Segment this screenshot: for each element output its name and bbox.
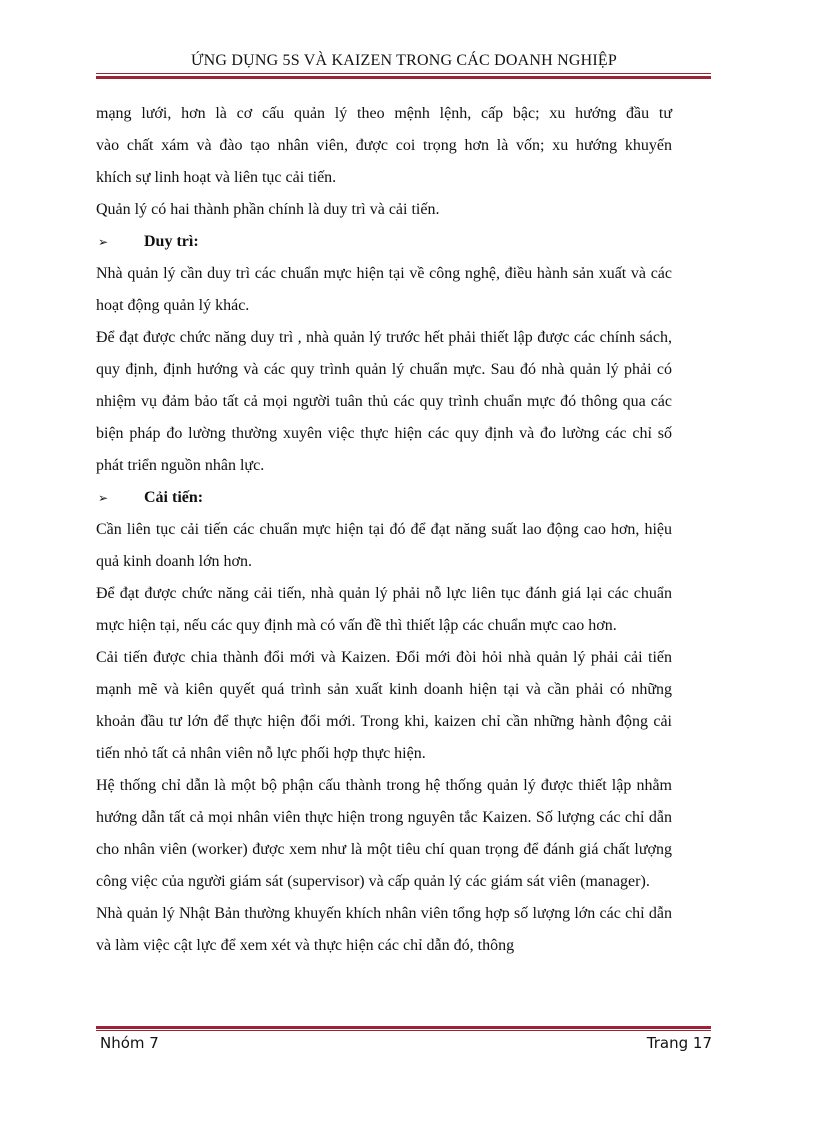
section-heading-maintain (96, 226, 672, 258)
footer-page-number: Trang 17 (646, 1034, 712, 1052)
section-heading-label: Cải tiến: (144, 489, 204, 506)
paragraph: Để đạt được chức năng cải tiến, nhà quản lý phải nỗ lực liên tục đánh giá lại các chuẩn mực hiện tại, nếu các quy định mà có vấn đề thì thiết lập các chuẩn mực cao hơn. (96, 585, 672, 634)
paragraph: Nhà quản lý cần duy trì các chuẩn mực hiện tại về công nghệ, điều hành sản xuất và các hoạt động quản lý khác. (96, 265, 672, 314)
paragraph: Để đạt được chức năng duy trì , nhà quản lý trước hết phải thiết lập được các chính sách, quy định, định hướng và các quy trình quản lý chuẩn mực. Sau đó nhà quản lý phải có nhiệm vụ đảm bảo tất cả mọi người tuân thủ các quy trình chuẩn mực đó thông qua các biện pháp đo lường thường xuyên việc thực hiện các quy định và đo lường các chỉ số phát triển nguồn nhân lực. (96, 329, 672, 474)
paragraph: Nhà quản lý Nhật Bản thường khuyến khích nhân viên tổng hợp số lượng lớn các chỉ dẫn và làm việc cật lực để xem xét và thực hiện các chỉ dẫn đó, thông (96, 905, 672, 954)
paragraph: vào chất xám và đào tạo nhân viên, được coi trọng hơn là vốn; xu hướng khuyến (96, 137, 672, 154)
header-rule-thick (96, 76, 711, 79)
paragraph: Hệ thống chỉ dẫn là một bộ phận cấu thành trong hệ thống quản lý được thiết lập nhằm hướng dẫn tất cả mọi nhân viên thực hiện trong nguyên tắc Kaizen. Số lượng các chỉ dẫn cho nhân viên (worker) được xem như là một tiêu chí quan trọng để đánh giá chất lượng công việc của người giám sát (supervisor) và cấp quản lý các giám sát viên (manager). (96, 777, 672, 890)
paragraph: Cải tiến được chia thành đổi mới và Kaizen. Đổi mới đòi hỏi nhà quản lý phải cải tiến mạnh mẽ và kiên quyết quá trình sản xuất kinh doanh hiện tại và cần phải có những khoản đầu tư lớn để thực hiện đổi mới. Trong khi, kaizen chỉ cần những hành động cải tiến nhỏ tất cả nhân viên nỗ lực phối hợp thực hiện. (96, 649, 672, 762)
section-heading-improve (96, 482, 672, 514)
footer-rule-thin (96, 1030, 711, 1031)
footer-group-name: Nhóm 7 (100, 1034, 159, 1052)
arrow-bullet-icon: ➢ (98, 491, 109, 505)
paragraph: mạng lưới, hơn là cơ cấu quản lý theo mệnh lệnh, cấp bậc; xu hướng đầu tư (96, 105, 672, 122)
section-heading-label: Duy trì: (144, 233, 199, 250)
header-rule-thin (96, 73, 711, 74)
document-body (96, 98, 672, 962)
footer-rule-thick (96, 1026, 711, 1029)
paragraph: khích sự linh hoạt và liên tục cải tiến. (96, 169, 337, 186)
paragraph: Cần liên tục cải tiến các chuẩn mực hiện tại đó để đạt năng suất lao động cao hơn, hiệu quả kinh doanh lớn hơn. (96, 521, 672, 570)
arrow-bullet-icon: ➢ (98, 235, 109, 249)
paragraph: Quản lý có hai thành phần chính là duy trì và cải tiến. (96, 201, 440, 218)
page-header-title: ỨNG DỤNG 5S VÀ KAIZEN TRONG CÁC DOANH NGHIỆP (191, 52, 617, 69)
